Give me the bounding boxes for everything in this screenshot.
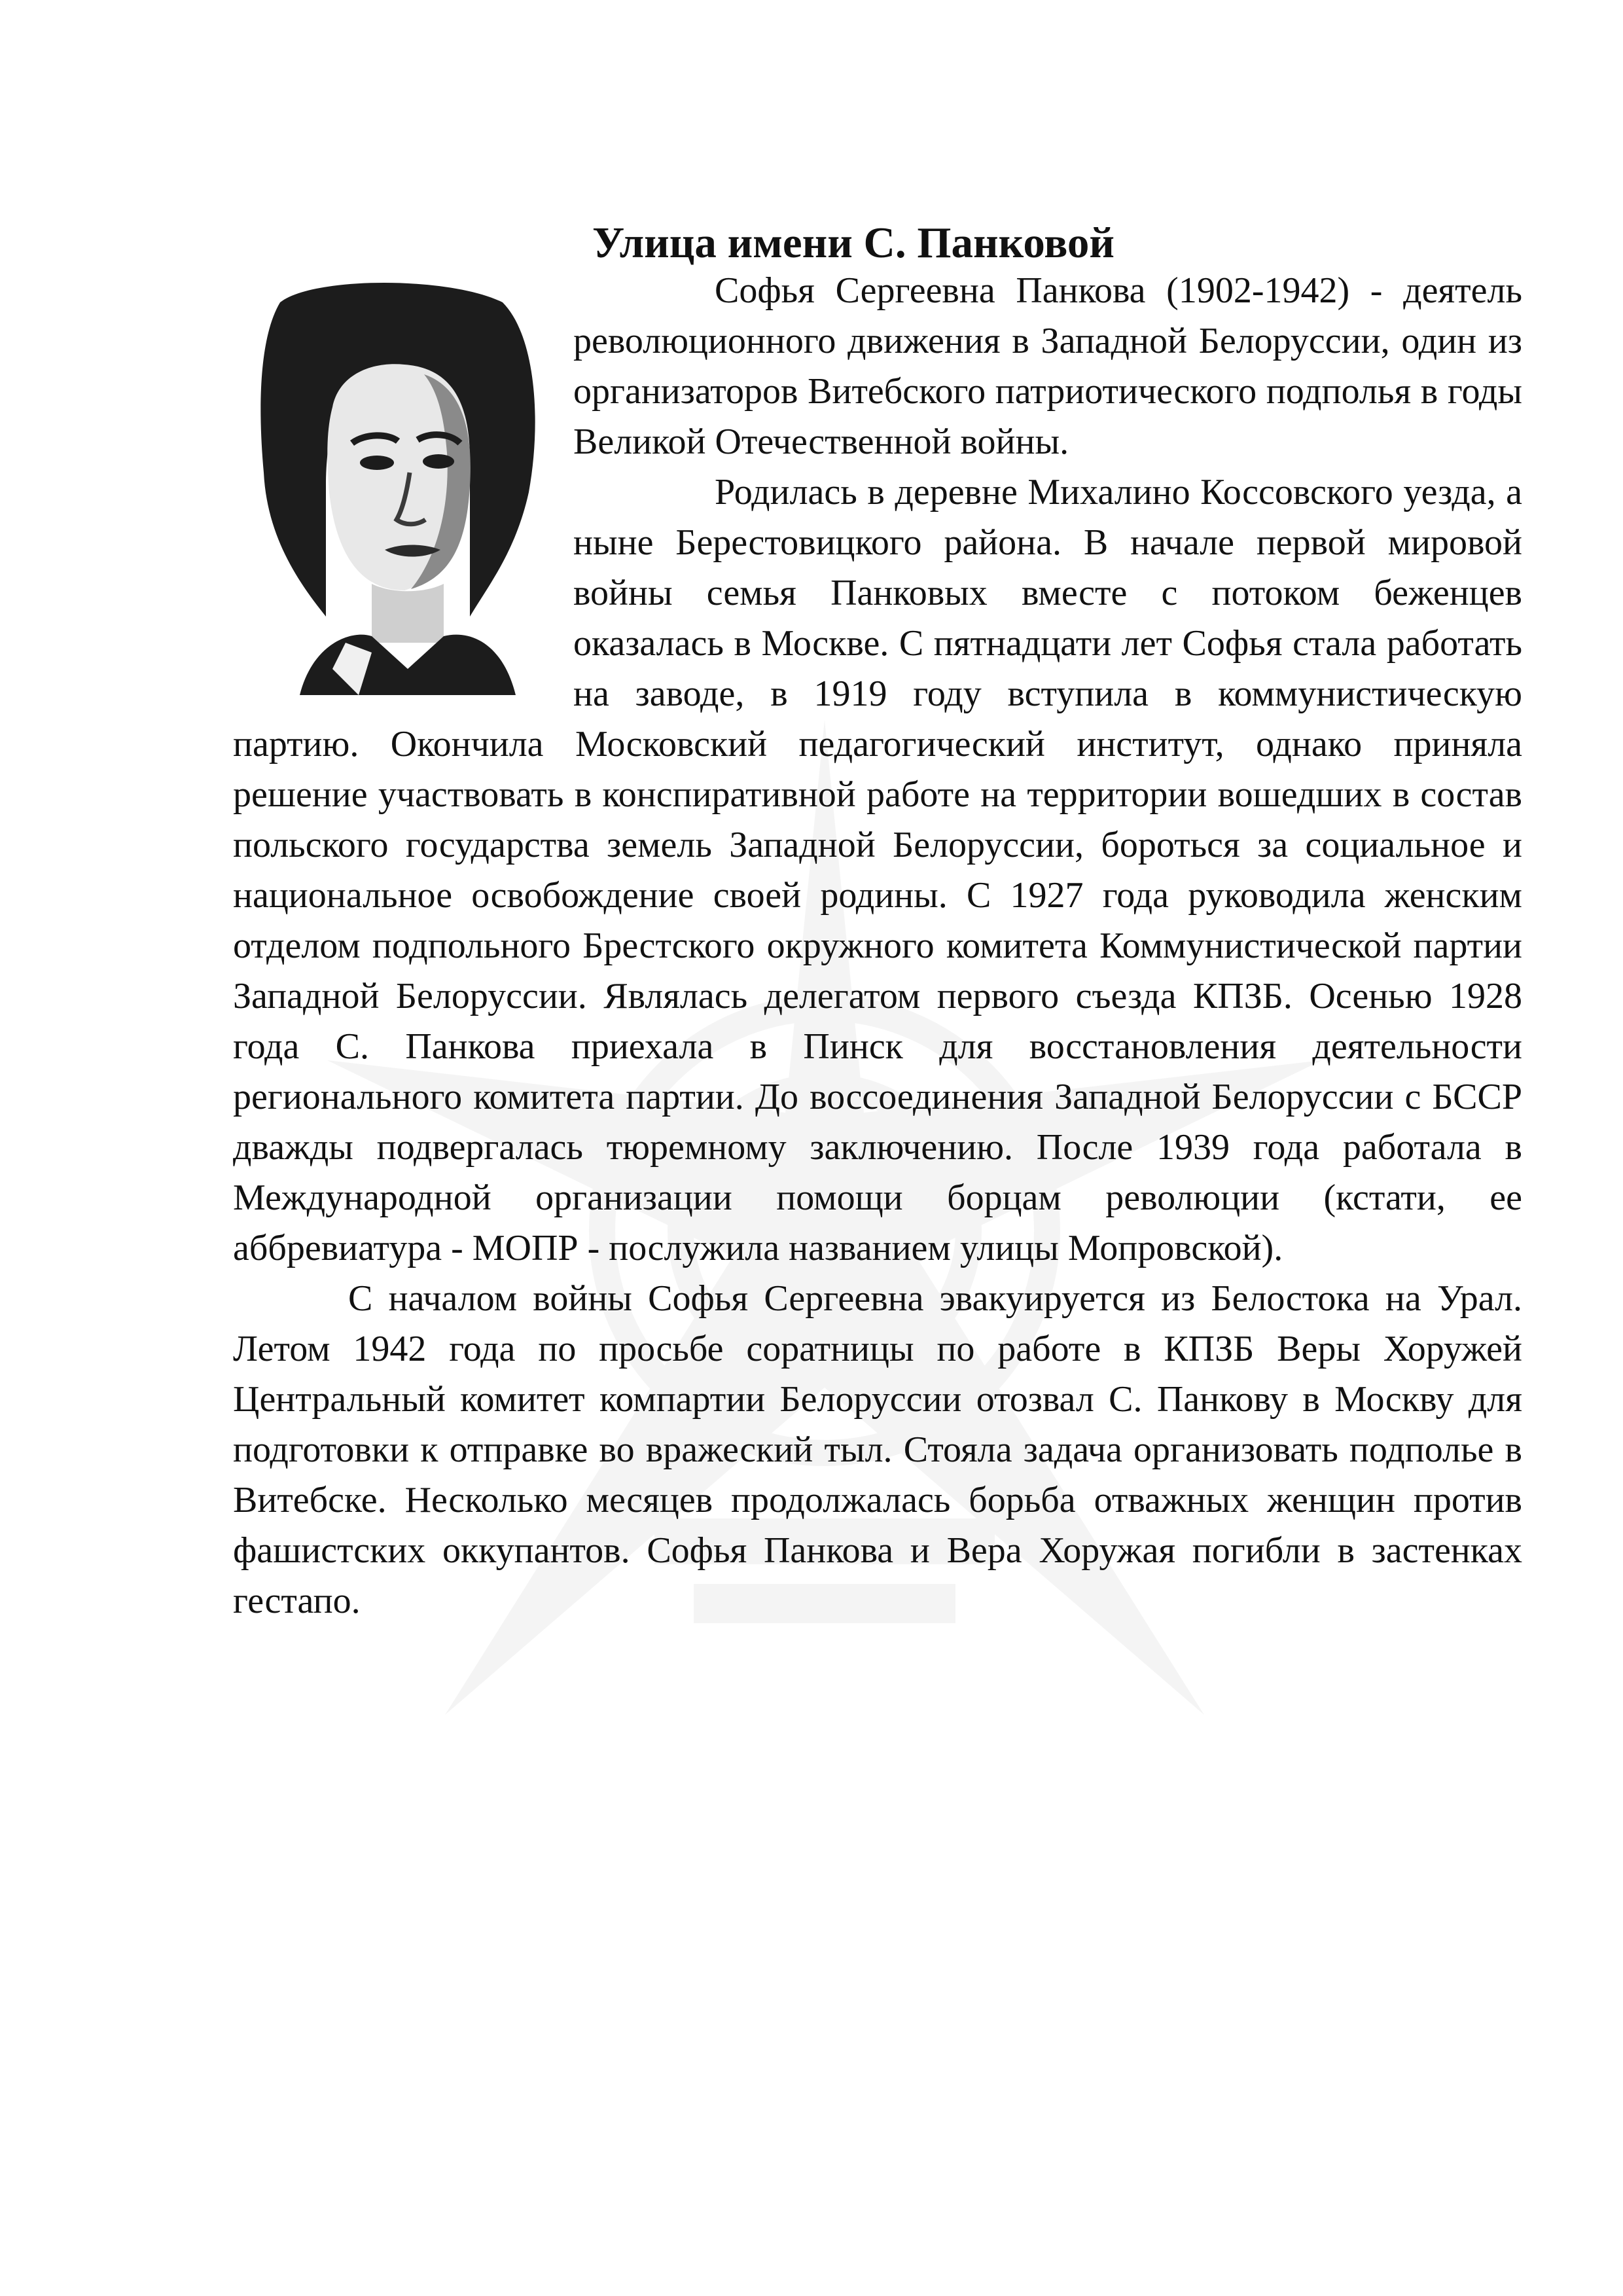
- woman-portrait-icon: [254, 276, 541, 695]
- article-body: [233, 266, 1522, 1626]
- page-title: Улица имени С. Панковой: [592, 218, 1115, 267]
- article-paragraph: Родилась в деревне Михалино Коссовского уезда, а ныне Берестовицкого района. В начале первой мировой войны семья Панковых вместе с потоком беженцев оказалась в Москве. С пятнадцати лет Софья стала работать на заводе, в 1919 году вступила в коммунистическую партию. Окончила Московский педагогический институт, однако приняла решение участвовать в конспиративной работе на территории вошедших в состав польского государства земель Западной Белоруссии, бороться за социальное и национальное освобождение своей родины. С 1927 года руководила женским отделом подпольного Брестского окружного комитета Коммунистической партии Западной Белоруссии. Являлась делегатом первого съезда КПЗБ. Осенью 1928 года С. Панкова приехала в Пинск для восстановления деятельности регионального комитета партии. До воссоединения Западной Белоруссии с БССР дважды подвергалась тюремному заключению. После 1939 года работала в Международной организации помощи борцам революции (кстати, ее аббревиатура - МОПР - послужила названием улицы Мопровской).: [233, 472, 1522, 1268]
- article-paragraph: С началом войны Софья Сергеевна эвакуируется из Белостока на Урал. Летом 1942 года по просьбе соратницы по работе в КПЗБ Веры Хоружей Центральный комитет компартии Белоруссии отозвал С. Панкову в Москву для подготовки к отправке во вражеский тыл. Стояла задача организовать подполье в Витебске. Несколько месяцев продолжалась борьба отважных женщин против фашистских оккупантов. Софья Панкова и Вера Хоружая погибли в застенках гестапо.: [233, 1278, 1522, 1621]
- article-paragraph: Софья Сергеевна Панкова (1902-1942) - деятель революционного движения в Западной Белоруссии, один из организаторов Витебского патриотического подполья в годы Великой Отечественной войны.: [573, 270, 1522, 462]
